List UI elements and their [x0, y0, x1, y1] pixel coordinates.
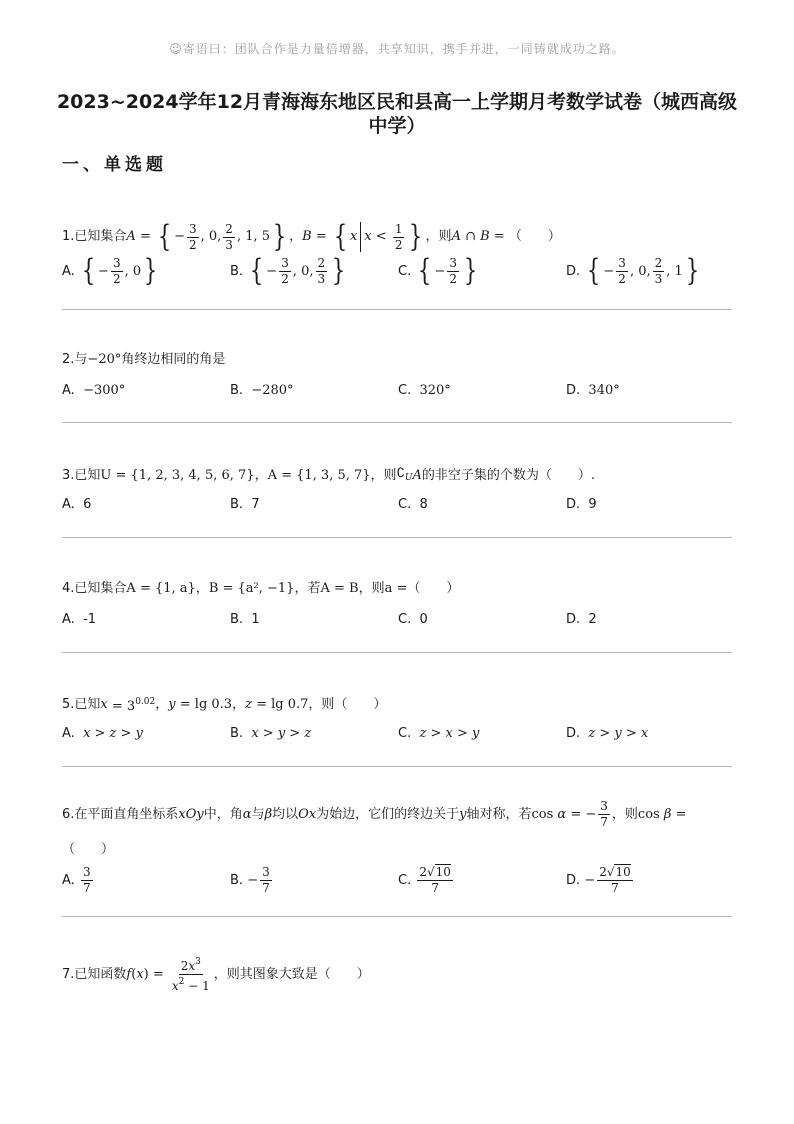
answer-paren: （ ）: [508, 229, 561, 244]
option-label: D.: [566, 263, 581, 279]
option-value: 0: [419, 612, 428, 627]
option-label: D.: [566, 873, 581, 888]
option-label: C.: [398, 497, 412, 512]
question-3-option-b[interactable]: [230, 497, 260, 512]
option-value: 8: [419, 497, 428, 512]
set-a: A = {1, a}: [126, 581, 196, 596]
separator: [62, 766, 732, 767]
question-1-option-d[interactable]: D. { − $\frac{3}{2}$ , 0, $\frac{2}{3}$ , 1 }: [566, 253, 700, 288]
answer-paren: （ ）: [62, 842, 115, 857]
separator: [62, 652, 732, 653]
question-4-option-d[interactable]: [566, 612, 597, 627]
separator: [62, 916, 732, 917]
question-number: 4.: [62, 581, 75, 596]
option-label: B.: [230, 726, 244, 741]
axis-name: y: [459, 806, 467, 822]
question-number: 1.: [62, 229, 75, 244]
section-heading: 一、单选题: [62, 155, 167, 175]
question-3-option-c[interactable]: [398, 497, 428, 512]
question-2-stem: [62, 350, 225, 370]
option-label: B.: [230, 873, 244, 888]
set-a: A = {1, 3, 5, 7}: [267, 468, 371, 483]
question-text: 已知集合: [74, 581, 127, 596]
question-text: 为始边，它们的终边关于: [316, 806, 460, 822]
question-text: 的非空子集的个数为（ ）.: [421, 468, 595, 483]
question-6-option-d[interactable]: D. − $\frac{2√10}{7}$: [566, 865, 631, 895]
question-3-stem: 3. 已知 U = {1, 2, 3, 4, 5, 6, 7} ， A = {1, 3, 5, 7} ，则 $∁_U$ A 的非空子集的个数为（ ）.: [62, 464, 595, 488]
option-value: 2: [588, 612, 597, 627]
option-value: 340°: [588, 383, 620, 398]
question-text: 均以: [272, 806, 299, 822]
set-u: U = {1, 2, 3, 4, 5, 6, 7}: [100, 468, 255, 483]
separator: [62, 537, 732, 538]
equation: A = B: [320, 581, 359, 596]
question-6-option-a[interactable]: A. $\frac{3}{7}$: [62, 865, 91, 895]
option-value: 1: [251, 612, 260, 627]
question-text: 与: [74, 352, 88, 367]
option-value: 6: [83, 497, 92, 512]
question-text: ，则: [358, 581, 385, 596]
question-number: 3.: [62, 468, 75, 483]
option-label: D.: [566, 383, 581, 398]
option-label: C.: [398, 726, 412, 741]
question-6-paren: [62, 840, 114, 860]
question-2-option-b[interactable]: [230, 383, 294, 398]
option-label: A.: [62, 873, 75, 888]
option-label: C.: [398, 383, 412, 398]
question-6-option-b[interactable]: B. − $\frac{3}{7}$: [230, 865, 270, 895]
question-text: 在平面直角坐标系: [74, 806, 179, 822]
header-slogan: ☺寄语曰：团队合作是力量倍增器，共享知识，携手并进，一同铸就成功之路。: [169, 42, 625, 56]
option-label: C.: [398, 873, 412, 888]
question-1-option-b[interactable]: B. { − $\frac{3}{2}$ , 0, $\frac{2}{3}$ }: [230, 253, 346, 288]
question-5-option-a[interactable]: [62, 726, 143, 741]
question-5-option-c[interactable]: [398, 726, 479, 741]
option-value: 7: [251, 497, 260, 512]
option-label: A.: [62, 726, 75, 741]
question-number: 5.: [62, 696, 75, 712]
option-value: z > x > y: [419, 726, 480, 741]
option-label: B.: [230, 263, 244, 279]
question-text: ，则: [425, 229, 452, 244]
option-value: −300°: [83, 383, 126, 398]
separator: [62, 422, 732, 423]
option-value: x > y > z: [251, 726, 312, 741]
option-label: B.: [230, 612, 244, 627]
option-value: x > z > y: [83, 726, 143, 741]
option-label: D.: [566, 726, 581, 741]
separator: [62, 309, 732, 310]
title-line-2: 中学）: [368, 115, 426, 137]
question-number: 6.: [62, 806, 75, 822]
option-label: B.: [230, 497, 244, 512]
axis-name: Ox: [298, 806, 317, 822]
question-1-stem: 1. 已知集合 A = { − $\frac{3}{2}$ , 0, $\frac{2}{3}$ , 1, 5 } ， B = { x x < $\frac{1}{2}$ } ，则 A ∩ B = （ ）: [62, 219, 561, 254]
question-7-stem: 7. 已知函数 f ( x ) = $\frac{2x^3}{x^2 - 1}$ ，则其图象大致是（ ）: [62, 957, 370, 993]
page-title: [30, 90, 764, 138]
question-number: 7.: [62, 966, 75, 982]
equation: a =: [384, 581, 408, 596]
option-label: C.: [398, 612, 412, 627]
question-4-option-c[interactable]: [398, 612, 428, 627]
question-text: 与: [251, 806, 265, 822]
answer-paren: （ ）: [407, 581, 460, 596]
question-4-stem: 4. 已知集合 A = {1, a} ， B = {a², −1} ，若 A = B ，则 a = （ ）: [62, 579, 459, 599]
question-5-option-d[interactable]: [566, 726, 648, 741]
question-text: 角终边相同的角是: [121, 352, 226, 367]
question-text: ，若: [294, 581, 321, 596]
question-3-option-a[interactable]: [62, 497, 91, 512]
question-number: 2.: [62, 352, 75, 367]
question-text: 已知函数: [74, 966, 127, 982]
title-line-1: 2023~2024学年12月青海海东地区民和县高一上学期月考数学试卷（城西高级: [56, 91, 738, 113]
question-text: 已知: [74, 468, 101, 483]
answer-paren: ，则（ ）: [308, 696, 387, 712]
option-label: A.: [62, 612, 75, 627]
set-b: B = {a², −1}: [208, 581, 295, 596]
option-label: D.: [566, 612, 581, 627]
question-5-option-b[interactable]: [230, 726, 311, 741]
question-3-option-d[interactable]: [566, 497, 597, 512]
option-label: A.: [62, 497, 75, 512]
option-value: −280°: [251, 383, 294, 398]
question-2-option-d[interactable]: [566, 383, 620, 398]
question-text: 中，角: [203, 806, 243, 822]
question-text: ，则: [370, 468, 397, 483]
option-label: A.: [62, 263, 75, 279]
option-label: D.: [566, 497, 581, 512]
question-text: 已知集合: [74, 229, 127, 244]
option-label: B.: [230, 383, 244, 398]
question-6-option-c[interactable]: C. $\frac{2√10}{7}$: [398, 865, 451, 895]
angle-value: −20°: [87, 352, 122, 367]
option-label: C.: [398, 263, 412, 279]
option-value: z > y > x: [588, 726, 649, 741]
question-2-option-c[interactable]: [398, 383, 451, 398]
question-4-option-a[interactable]: [62, 612, 96, 627]
option-label: A.: [62, 383, 75, 398]
option-value: -1: [83, 612, 97, 627]
question-1-option-c[interactable]: C. { − $\frac{3}{2}$ }: [398, 253, 478, 288]
option-value: 9: [588, 497, 597, 512]
option-value: 320°: [419, 383, 451, 398]
question-text: ，则: [611, 806, 638, 822]
question-2-option-a[interactable]: [62, 383, 125, 398]
coordinate-system: xOy: [178, 806, 204, 822]
question-6-stem: 6. 在平面直角坐标系 xOy 中，角 α 与 β 均以 Ox 为始边，它们的终边关于 y 轴对称，若 cos α = − $\frac{3}{7}$ ，则 cos β =: [62, 799, 687, 829]
question-text: 轴对称，若: [466, 806, 532, 822]
question-text: 已知: [74, 696, 101, 712]
question-1-option-a[interactable]: A. { − $\frac{3}{2}$ , 0 }: [62, 253, 158, 288]
question-4-option-b[interactable]: [230, 612, 260, 627]
question-text: ，则其图象大致是（ ）: [213, 966, 370, 982]
question-5-stem: 5. 已知 x = $3^{0.02}$ ， y = lg 0.3 ， z = lg 0.7 ，则（ ）: [62, 696, 387, 714]
